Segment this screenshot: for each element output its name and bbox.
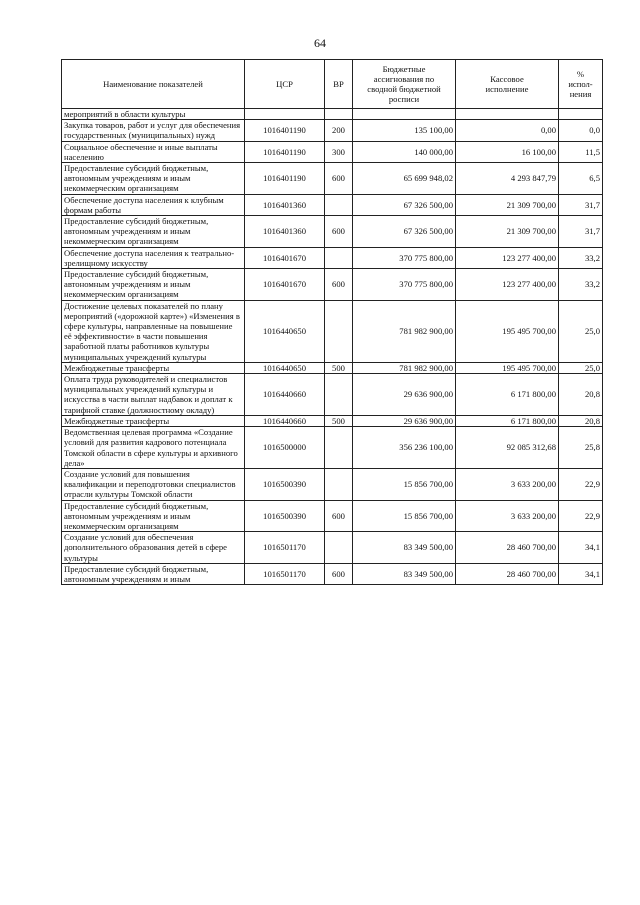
header-budget-line: росписи	[388, 94, 420, 105]
cell-budget: 781 982 900,00	[353, 362, 456, 373]
cell-vr: 600	[325, 269, 353, 301]
cell-cash: 123 277 400,00	[456, 269, 559, 301]
table-row	[62, 163, 603, 195]
header-budget-line: ассигнования по	[373, 73, 435, 84]
cell-budget: 370 775 800,00	[353, 269, 456, 301]
cell-cash: 21 309 700,00	[456, 194, 559, 215]
header-percent	[559, 60, 603, 109]
cell-name: Обеспечение доступа населения к театрально-зрелищному искусству	[62, 247, 245, 268]
cell-cash: 28 460 700,00	[456, 532, 559, 564]
cell-csr: 1016401190	[245, 141, 325, 162]
header-cash	[456, 60, 559, 109]
cell-cash: 16 100,00	[456, 141, 559, 162]
cell-name: Ведомственная целевая программа «Создание условий для развития кадрового потенциала Томской области в сфере культуры и архивного дела»	[62, 427, 245, 469]
cell-percent: 31,7	[559, 216, 603, 248]
cell-cash: 195 495 700,00	[456, 300, 559, 362]
cell-percent: 20,8	[559, 374, 603, 416]
cell-csr: 1016401670	[245, 247, 325, 268]
cell-budget: 29 636 900,00	[353, 415, 456, 426]
cell-budget	[353, 109, 456, 120]
cell-name: Межбюджетные трансферты	[62, 362, 245, 373]
cell-percent: 33,2	[559, 247, 603, 268]
cell-vr: 600	[325, 163, 353, 195]
cell-csr: 1016501170	[245, 532, 325, 564]
cell-percent: 22,9	[559, 468, 603, 500]
header-percent-line: нения	[569, 89, 592, 100]
table-row	[62, 427, 603, 469]
cell-csr: 1016440660	[245, 415, 325, 426]
cell-vr: 600	[325, 216, 353, 248]
cell-cash: 3 633 200,00	[456, 468, 559, 500]
table-row	[62, 109, 603, 120]
cell-vr	[325, 247, 353, 268]
header-cash-line: Кассовое	[490, 73, 524, 84]
cell-percent: 11,5	[559, 141, 603, 162]
cell-budget: 67 326 500,00	[353, 216, 456, 248]
cell-name: Достижение целевых показателей по плану мероприятий («дорожной карте») «Изменения в сфере культуры, направленные на повышение её эффективности» в части повышения заработной платы работников культуры муниципальных учреждений культуры	[62, 300, 245, 362]
cell-cash: 3 633 200,00	[456, 500, 559, 532]
cell-percent: 25,8	[559, 427, 603, 469]
cell-vr	[325, 532, 353, 564]
cell-percent: 31,7	[559, 194, 603, 215]
cell-name: Социальное обеспечение и иные выплаты населению	[62, 141, 245, 162]
cell-percent	[559, 109, 603, 120]
cell-cash: 195 495 700,00	[456, 362, 559, 373]
cell-vr: 500	[325, 362, 353, 373]
table-row	[62, 500, 603, 532]
cell-vr: 600	[325, 500, 353, 532]
cell-vr	[325, 427, 353, 469]
table-row	[62, 415, 603, 426]
cell-budget: 83 349 500,00	[353, 532, 456, 564]
header-budget-line: сводной бюджетной	[367, 84, 441, 94]
cell-percent: 33,2	[559, 269, 603, 301]
cell-cash: 28 460 700,00	[456, 563, 559, 584]
cell-percent: 20,8	[559, 415, 603, 426]
cell-percent: 34,1	[559, 563, 603, 584]
cell-budget: 65 699 948,02	[353, 163, 456, 195]
cell-csr: 1016401670	[245, 269, 325, 301]
cell-vr	[325, 374, 353, 416]
cell-vr: 300	[325, 141, 353, 162]
cell-budget: 781 982 900,00	[353, 300, 456, 362]
table-row	[62, 300, 603, 362]
cell-budget: 15 856 700,00	[353, 468, 456, 500]
cell-percent: 6,5	[559, 163, 603, 195]
table-row	[62, 563, 603, 584]
cell-budget: 140 000,00	[353, 141, 456, 162]
table-row	[62, 468, 603, 500]
cell-cash: 6 171 800,00	[456, 415, 559, 426]
header-vr: ВР	[325, 60, 353, 109]
cell-percent: 22,9	[559, 500, 603, 532]
cell-name: Предоставление субсидий бюджетным, автономным учреждениям и иным некоммерческим организациям	[62, 216, 245, 248]
cell-vr: 600	[325, 563, 353, 584]
cell-budget: 67 326 500,00	[353, 194, 456, 215]
cell-percent: 25,0	[559, 300, 603, 362]
cell-cash: 6 171 800,00	[456, 374, 559, 416]
cell-budget: 83 349 500,00	[353, 563, 456, 584]
cell-percent: 34,1	[559, 532, 603, 564]
header-percent-line: испол-	[568, 78, 593, 89]
header-budget-line: Бюджетные	[382, 63, 426, 74]
header-csr: ЦСР	[245, 60, 325, 109]
table-row	[62, 374, 603, 416]
cell-vr	[325, 468, 353, 500]
cell-cash: 4 293 847,79	[456, 163, 559, 195]
cell-name: Создание условий для повышения квалификации и переподготовки специалистов отрасли культуры Томской области	[62, 468, 245, 500]
cell-cash	[456, 109, 559, 120]
table-row	[62, 194, 603, 215]
cell-name: Межбюджетные трансферты	[62, 415, 245, 426]
header-percent-line: %	[576, 68, 585, 79]
cell-name: Предоставление субсидий бюджетным, автономным учреждениям и иным некоммерческим организациям	[62, 269, 245, 301]
table-row	[62, 269, 603, 301]
page-number: 64	[314, 36, 326, 50]
cell-csr: 1016401190	[245, 163, 325, 195]
table-row	[62, 362, 603, 373]
cell-csr: 1016501170	[245, 563, 325, 584]
table-row	[62, 532, 603, 564]
cell-csr	[245, 109, 325, 120]
cell-csr: 1016401360	[245, 194, 325, 215]
cell-vr	[325, 300, 353, 362]
table-row	[62, 141, 603, 162]
cell-csr: 1016401190	[245, 120, 325, 141]
cell-name: Оплата труда руководителей и специалистов муниципальных учреждений культуры и искусства в части выплат надбавок и доплат к тарифной ставке (должностному окладу)	[62, 374, 245, 416]
cell-name: мероприятий в области культуры	[62, 109, 245, 120]
cell-csr: 1016401360	[245, 216, 325, 248]
cell-vr: 500	[325, 415, 353, 426]
cell-cash: 21 309 700,00	[456, 216, 559, 248]
table-header-row	[62, 60, 603, 109]
table-row	[62, 216, 603, 248]
cell-name: Создание условий для обеспечения дополнительного образования детей в сфере культуры	[62, 532, 245, 564]
cell-budget: 135 100,00	[353, 120, 456, 141]
header-budget	[353, 60, 456, 109]
cell-name: Предоставление субсидий бюджетным, автономным учреждениям и иным некоммерческим организациям	[62, 500, 245, 532]
cell-vr	[325, 109, 353, 120]
cell-name: Предоставление субсидий бюджетным, автономным учреждениям и иным	[62, 563, 245, 584]
cell-percent: 0,0	[559, 120, 603, 141]
cell-percent: 25,0	[559, 362, 603, 373]
cell-cash: 0,00	[456, 120, 559, 141]
cell-csr: 1016440660	[245, 374, 325, 416]
cell-budget: 356 236 100,00	[353, 427, 456, 469]
cell-cash: 123 277 400,00	[456, 247, 559, 268]
header-cash-line: исполнение	[485, 84, 529, 94]
cell-name: Закупка товаров, работ и услуг для обеспечения государственных (муниципальных) нужд	[62, 120, 245, 141]
cell-budget: 370 775 800,00	[353, 247, 456, 268]
cell-budget: 15 856 700,00	[353, 500, 456, 532]
table-row	[62, 247, 603, 268]
cell-name: Предоставление субсидий бюджетным, автономным учреждениям и иным некоммерческим организациям	[62, 163, 245, 195]
budget-execution-table	[61, 59, 603, 585]
header-name: Наименование показателей	[62, 60, 245, 109]
cell-vr	[325, 194, 353, 215]
cell-csr: 1016500390	[245, 500, 325, 532]
table-row	[62, 120, 603, 141]
cell-csr: 1016500000	[245, 427, 325, 469]
cell-csr: 1016440650	[245, 300, 325, 362]
cell-name: Обеспечение доступа населения к клубным формам работы	[62, 194, 245, 215]
cell-csr: 1016440650	[245, 362, 325, 373]
cell-vr: 200	[325, 120, 353, 141]
cell-budget: 29 636 900,00	[353, 374, 456, 416]
cell-cash: 92 085 312,68	[456, 427, 559, 469]
cell-csr: 1016500390	[245, 468, 325, 500]
